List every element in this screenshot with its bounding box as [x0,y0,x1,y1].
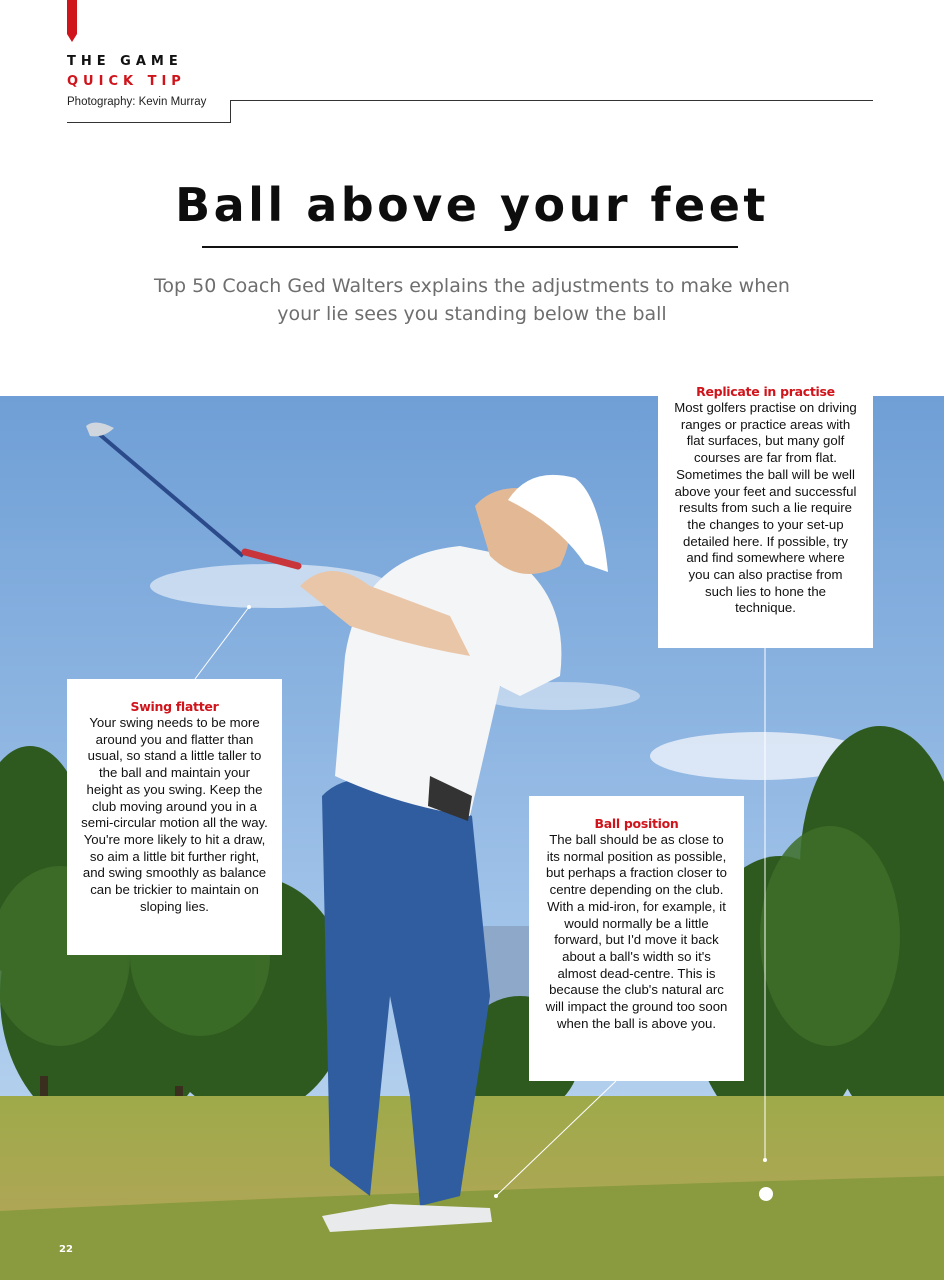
page-number: 22 [59,1244,73,1255]
tip-box-replicate-in-practise [658,382,873,648]
article-title: Ball above your feet [175,178,769,232]
tip-body: The ball should be as close to its normal position as possible, but perhaps a fraction closer to centre depending on the club. With a mid-iron, for example, it would normally be a little forward, but I'd move it back about a ball's width so it's almost dead-centre. This is because the club's natural arc will impact the ground too soon when the ball is above you. [545,832,728,1031]
section-marker [67,0,77,42]
photo-credit: Photography: Kevin Murray [67,96,207,108]
tip-body: Most golfers practise on driving ranges or practice areas with flat surfaces, but many golf courses are far from flat. Sometimes the ball will be well above your feet and successful results from such a lie require the changes to your set-up detailed here. If possible, try and find somewhere where you can also practise from such lies to hone the technique. [674,400,857,616]
tip-heading: Replicate in practise [696,384,835,399]
tip-heading: Ball position [594,816,679,831]
tip-box-ball-position [529,796,744,1081]
article-standfirst: Top 50 Coach Ged Walters explains the adjustments to make when your lie sees you standing below the ball [154,275,790,325]
header-rule [67,99,873,123]
tip-body: Your swing needs to be more around you and flatter than usual, so stand a little taller to the ball and maintain your height as you swing. Keep the club moving around you in a semi-circular motion all the way. You're more likely to hit a draw, so aim a little bit further right, and swing smoothly as balance can be trickier to maintain on sloping lies. [81,715,268,914]
subsection-label: QUICK TIP [67,74,186,89]
tip-heading: Swing flatter [130,699,219,714]
title-underline [202,246,738,248]
section-label: THE GAME [67,54,183,69]
tip-box-swing-flatter [67,679,282,955]
